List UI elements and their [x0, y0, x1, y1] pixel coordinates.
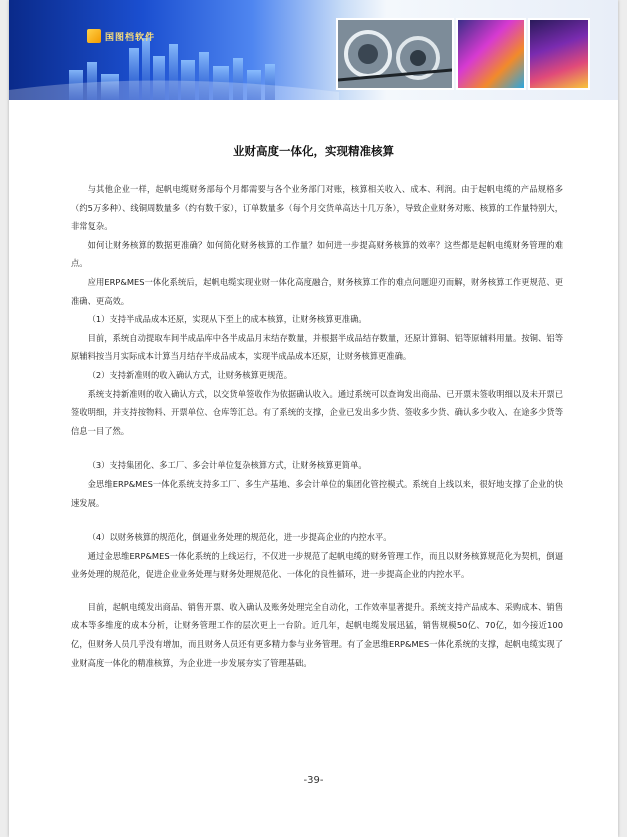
paragraph: 目前，起帆电缆发出商品、销售开票、收入确认及账务处理完全自动化，工作效率显著提升。系统支持产品成本、采购成本、销售成本等多维度的成本分析，让财务管理工作的层次更上一台阶。近几年，起帆电缆发展迅猛，销售规模50亿、70亿，如今接近100亿，但财务人员几乎没有增加，而且财务人员还有更多精力参与业务管理。有了金思维ERP&MES一体化系统的支撑，起帆电缆实现了业财高度一体化的精准核算，为企业进一步发展夯实了管理基础。 — [71, 601, 563, 668]
paragraph: 目前，系统自动提取车间半成品库中各半成品月末结存数量，并根据半成品结存数量，还原计算铜、铝等原辅料用量。按铜、铝等原辅料按当月实际成本计算当月结存半成品成本，实现半成品成本还原，让财务核算更准确。 — [71, 332, 563, 362]
paragraph: 金思维ERP&MES一体化系统支持多工厂、多生产基地、多会计单位的集团化管控模式。系统自上线以来，很好地支撑了企业的快速发展。 — [71, 478, 563, 508]
paragraph: 通过金思维ERP&MES一体化系统的上线运行，不仅进一步规范了起帆电缆的财务管理工作，而且以财务核算规范化为契机，倒逼业务处理的规范化，促进企业业务处理与财务处理规范化、一体化的良性循环，进一步提高企业的内控水平。 — [71, 550, 563, 580]
paragraph: 应用ERP&MES一体化系统后，起帆电缆实现业财一体化高度融合，财务核算工作的难点问题迎刃而解，财务核算工作更规范、更准确、更高效。 — [71, 276, 563, 306]
city-skyline-graphic — [9, 30, 339, 100]
paragraph: （1）支持半成品成本还原，实现从下至上的成本核算，让财务核算更准确。 — [87, 314, 367, 325]
cable-machinery-photo — [336, 18, 454, 90]
header-banner — [9, 0, 618, 100]
page-number: -39- — [303, 775, 324, 786]
article-title: 业财高度一体化，实现精准核算 — [233, 144, 394, 158]
article-body — [71, 180, 563, 672]
document-page — [9, 0, 618, 837]
cable-reel-illustration — [338, 20, 452, 88]
paragraph: 系统支持新准则的收入确认方式，以交货单签收作为依据确认收入。通过系统可以查询发出商品、已开票未签收明细以及未开票已签收明细，并支持按物料、开票单位、仓库等汇总。有了系统的支撑，企业已发出多少货、签收多少货、确认多少收入、在途多少货等信息一目了然。 — [71, 388, 563, 436]
company-logo — [87, 28, 155, 44]
logo-icon — [87, 29, 101, 43]
colorful-cables-photo — [456, 18, 526, 90]
paragraph: 如何让财务核算的数据更准确？如何简化财务核算的工作量？如何进一步提高财务核算的效率？这些都是起帆电缆财务管理的难点。 — [71, 239, 563, 269]
paragraph: 与其他企业一样，起帆电缆财务部每个月都需要与各个业务部门对账，核算相关收入、成本、利润。由于起帆电缆的产品规格多（约5万多种）、线铜周数量多（约有数千家），订单数量多（每个月交货单高达十几万条），导致企业财务对账、核算的工作量特别大，非常复杂。 — [71, 184, 563, 232]
paragraph: （2）支持新准则的收入确认方式，让财务核算更规范。 — [87, 369, 292, 380]
logo-text: 国图档软件 — [105, 32, 156, 43]
paragraph: （3）支持集团化、多工厂、多会计单位复杂核算方式，让财务核算更简单。 — [87, 460, 367, 471]
paragraph: （4）以财务核算的规范化，倒逼业务处理的规范化，进一步提高企业的内控水平。 — [87, 532, 392, 543]
wire-bundle-photo — [528, 18, 590, 90]
